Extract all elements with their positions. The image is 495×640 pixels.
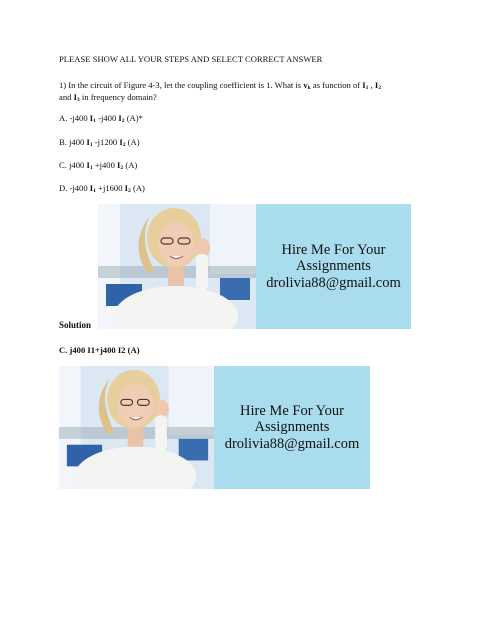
option-current-b-subscript: 2 [122, 142, 126, 148]
option-text: +j400 [92, 160, 118, 170]
option-current-a: I [86, 137, 90, 147]
promo-line-1: Hire Me For Your [281, 241, 386, 258]
instruction-line: PLEASE SHOW ALL YOUR STEPS AND SELECT CORRECT ANSWER [59, 54, 323, 64]
variable-i2: I [374, 80, 379, 90]
option-current-b: I [118, 113, 122, 123]
option-current-b: I [124, 183, 129, 193]
promo-text-block [214, 366, 370, 489]
variable-v: v [303, 80, 308, 90]
promo-text-block [256, 204, 411, 329]
variable-v-subscript: k [307, 85, 311, 91]
woman-illustration [59, 366, 214, 489]
promo-email: drolivia88@gmail.com [266, 274, 401, 291]
option-current-a-subscript: 1 [89, 142, 93, 148]
option-text: (A)* [124, 113, 143, 123]
woman-photo [59, 366, 214, 489]
variable-i2-subscript: 2 [378, 85, 382, 91]
option-current-a: I [86, 160, 90, 170]
woman-photo [98, 204, 256, 329]
option-d [59, 183, 145, 197]
option-current-a: I [89, 113, 94, 123]
option-current-b-subscript: 2 [128, 188, 131, 194]
question-line-2 [59, 92, 157, 106]
option-current-a: I [89, 183, 94, 193]
option-text: C. j400 [59, 160, 87, 170]
option-text: (A) [125, 137, 140, 147]
option-text: -j1200 [92, 137, 120, 147]
option-text: D. -j400 [59, 183, 90, 193]
promo-banner [59, 366, 370, 489]
question-separator: , [368, 80, 375, 90]
option-current-a-subscript: 1 [89, 165, 93, 171]
option-text: -j400 [95, 113, 119, 123]
option-text: (A) [123, 160, 138, 170]
promo-banner [98, 204, 411, 329]
option-a [59, 113, 143, 127]
promo-email: drolivia88@gmail.com [224, 435, 360, 452]
option-current-a-subscript: 1 [93, 188, 96, 194]
option-text: A. -j400 [59, 113, 90, 123]
option-current-b: I [117, 160, 121, 170]
option-b [59, 137, 140, 151]
option-text: B. j400 [59, 137, 87, 147]
variable-i1: I [362, 80, 366, 90]
solution-answer: C. j400 I1+j400 I2 (A) [59, 345, 140, 355]
option-text: +j1600 [95, 183, 125, 193]
variable-i3-subscript: 3 [76, 97, 80, 103]
option-current-b: I [119, 137, 123, 147]
question-line2-prefix: and [59, 92, 74, 102]
question-text-prefix: 1) In the circuit of Figure 4-3, let the coupling coefficient is 1. What is [59, 80, 304, 90]
option-current-b-subscript: 2 [121, 118, 125, 124]
variable-i1-subscript: 1 [365, 85, 369, 91]
option-current-a-subscript: 1 [93, 118, 96, 124]
option-current-b-subscript: 2 [120, 165, 124, 171]
promo-line-2: Assignments [254, 419, 330, 436]
solution-heading: Solution [59, 320, 92, 330]
promo-line-2: Assignments [296, 258, 371, 275]
question-text-middle: as function of [310, 80, 363, 90]
option-c [59, 160, 137, 174]
promo-line-1: Hire Me For Your [240, 402, 344, 419]
variable-i3: I [73, 92, 77, 102]
option-text: (A) [130, 183, 145, 193]
question-line2-suffix: in frequency domain? [79, 92, 157, 102]
woman-illustration [98, 204, 256, 329]
